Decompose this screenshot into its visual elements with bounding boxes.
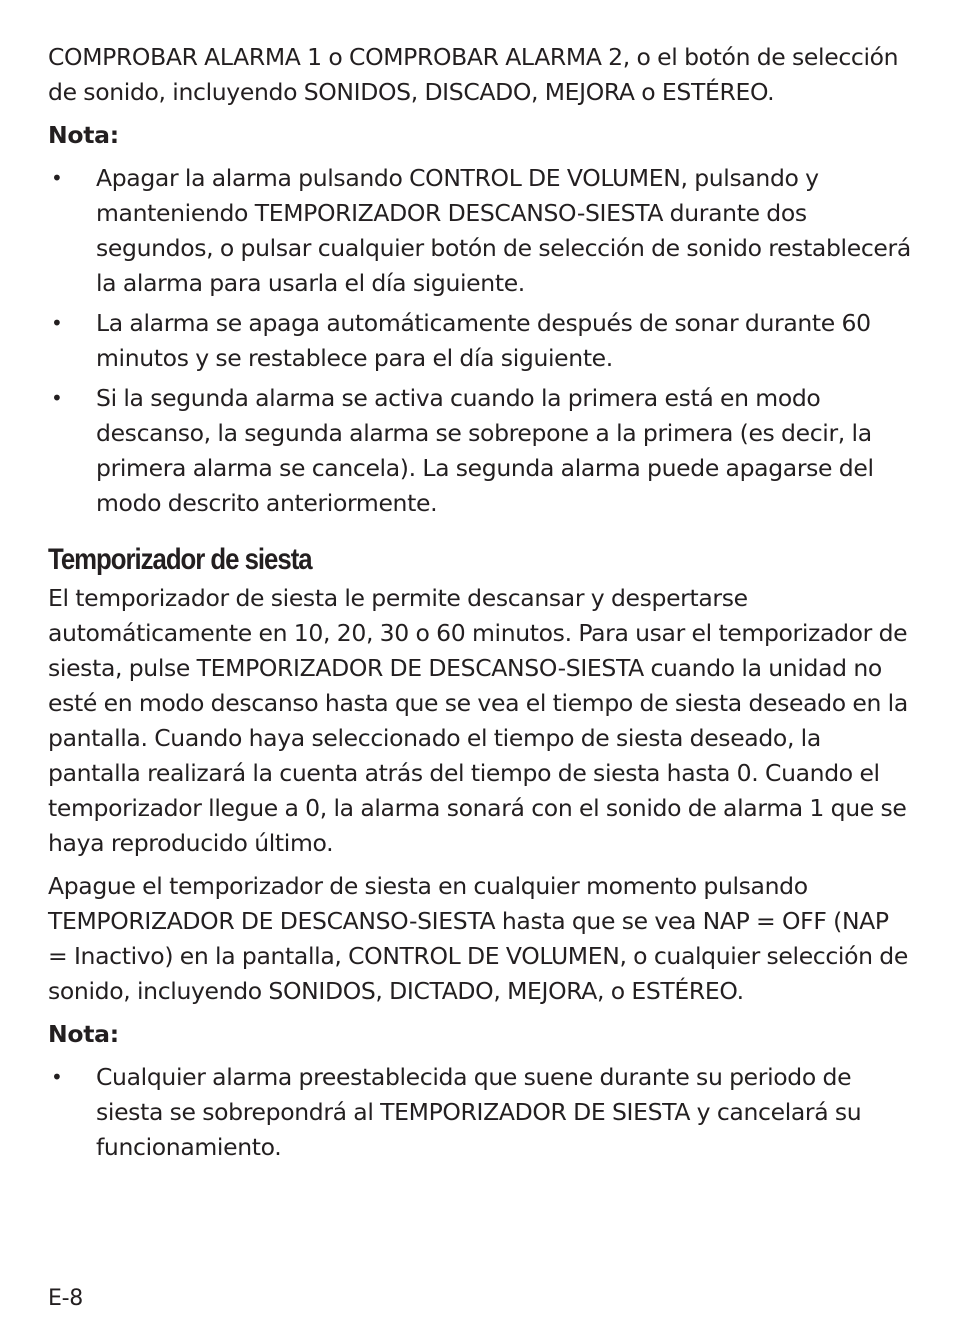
- list-item: [48, 306, 914, 376]
- list-item: [48, 1060, 914, 1165]
- list-item-text: La alarma se apaga automáticamente después de sonar durante 60 minutos y se restablece para el día siguiente.: [96, 309, 871, 372]
- section-paragraph: Apague el temporizador de siesta en cualquier momento pulsando TEMPORIZADOR DE DESCANSO-SIESTA hasta que se vea NAP = OFF (NAP = Inactivo) en la pantalla, CONTROL DE VOLUMEN, o cualquier selección de sonido, incluyendo SONIDOS, DICTADO, MEJORA, o ESTÉREO.: [48, 872, 908, 1005]
- bullet-icon: •: [51, 386, 63, 410]
- note-label: Nota:: [48, 121, 119, 149]
- bullet-icon: •: [51, 166, 63, 190]
- section-heading: Temporizador de siesta: [48, 543, 312, 576]
- list-item-text: Apagar la alarma pulsando CONTROL DE VOLUMEN, pulsando y manteniendo TEMPORIZADOR DESCANSO-SIESTA durante dos segundos, o pulsar cualquier botón de selección de sonido restablecerá la alarma para usarla el día siguiente.: [96, 164, 911, 297]
- bullet-icon: •: [51, 311, 63, 335]
- note-list: [48, 161, 914, 521]
- list-item-text: Si la segunda alarma se activa cuando la primera está en modo descanso, la segunda alarma se sobrepone a la primera (es decir, la primera alarma se cancela). La segunda alarma puede apagarse del modo descrito anteriormente.: [96, 384, 874, 517]
- bullet-icon: •: [51, 1065, 63, 1089]
- note-list: [48, 1060, 914, 1165]
- list-item: [48, 381, 914, 521]
- intro-paragraph: COMPROBAR ALARMA 1 o COMPROBAR ALARMA 2, o el botón de selección de sonido, incluyendo SONIDOS, DISCADO, MEJORA o ESTÉREO.: [48, 43, 899, 106]
- section-paragraph: El temporizador de siesta le permite descansar y despertarse automáticamente en 10, 20, 30 o 60 minutos. Para usar el temporizador de siesta, pulse TEMPORIZADOR DE DESCANSO-SIESTA cuando la unidad no esté en modo descanso hasta que se vea el tiempo de siesta deseado en la pantalla. Cuando haya seleccionado el tiempo de siesta deseado, la pantalla realizará la cuenta atrás del tiempo de siesta hasta 0. Cuando el temporizador llegue a 0, la alarma sonará con el sonido de alarma 1 que se haya reproducido último.: [48, 584, 908, 857]
- page-number: E-8: [48, 1286, 83, 1311]
- list-item-text: Cualquier alarma preestablecida que suene durante su periodo de siesta se sobrepondrá al TEMPORIZADOR DE SIESTA y cancelará su funcionamiento.: [96, 1063, 862, 1161]
- document-page: [48, 40, 914, 1177]
- note-label: Nota:: [48, 1020, 119, 1048]
- list-item: [48, 161, 914, 301]
